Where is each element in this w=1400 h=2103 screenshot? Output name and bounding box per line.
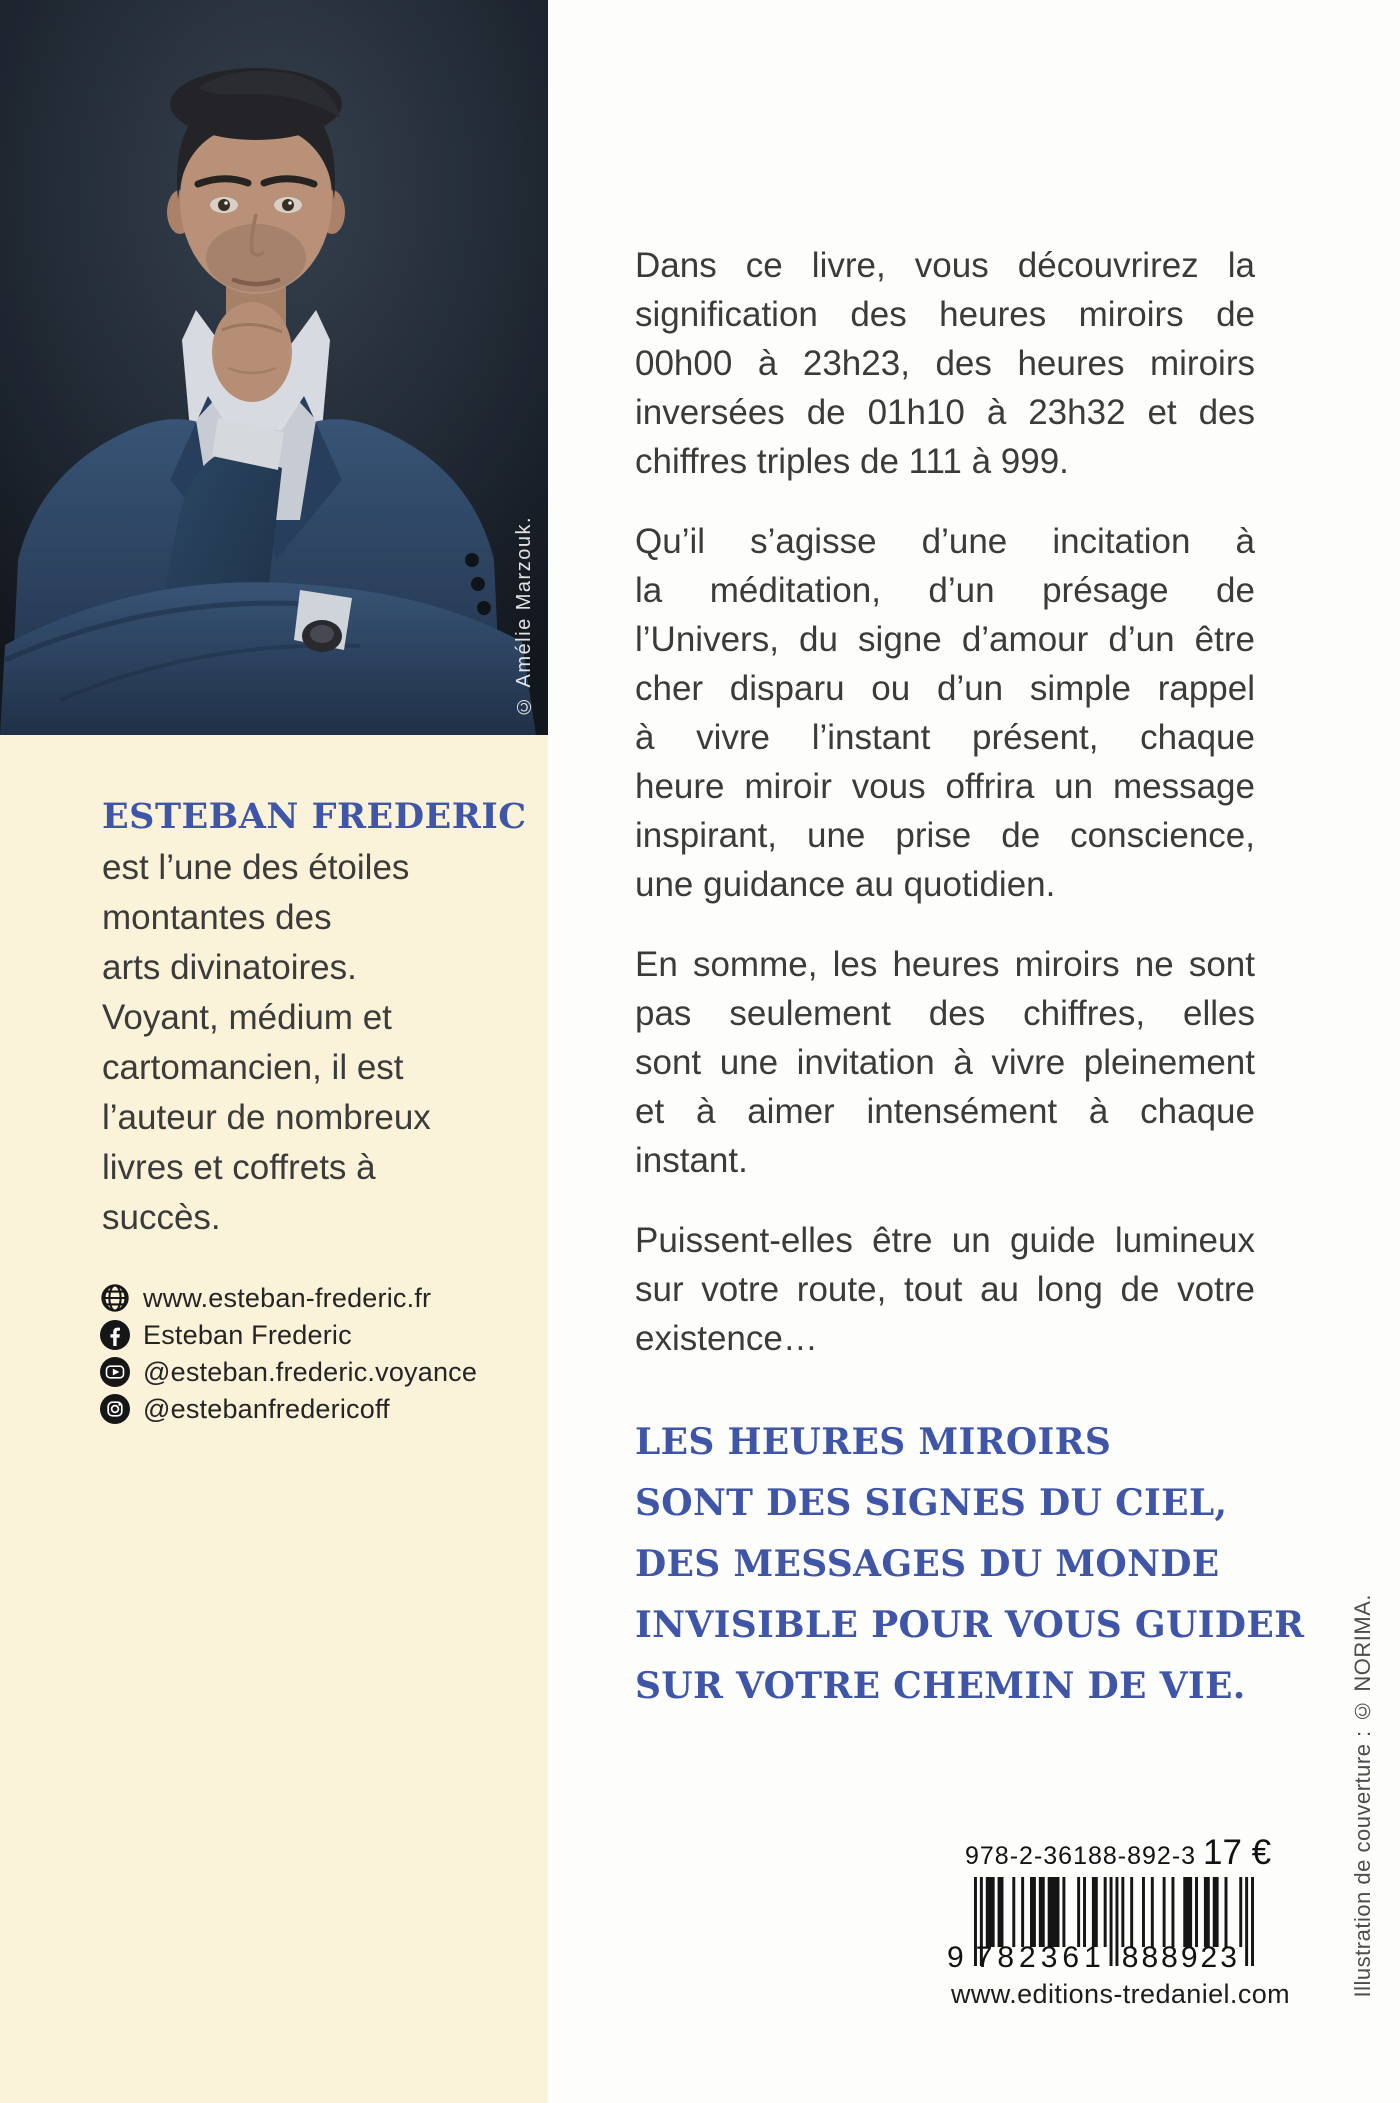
barcode-digit-group: 9 <box>947 1941 964 1974</box>
social-label: @estebanfredericoff <box>143 1393 390 1424</box>
barcode-digits <box>947 1941 1240 1975</box>
blurb-line: En somme, les heures miroirs ne sont <box>635 945 1255 984</box>
blurb-line: inspirant, une prise de conscience, <box>635 816 1255 855</box>
barcode-digit-group: 782361 <box>975 1941 1106 1974</box>
tagline-line: SUR VOTRE CHEMIN DE VIE. <box>635 1665 1246 1707</box>
facebook-icon <box>100 1320 130 1350</box>
paragraph <box>635 517 1255 909</box>
blurb-line: sur votre route, tout au long de votre <box>635 1270 1255 1309</box>
blurb-line: 00h00 à 23h23, des heures miroirs <box>635 344 1255 383</box>
bio-line: Voyant, médium et <box>102 998 392 1037</box>
author-photo <box>0 0 548 735</box>
tagline-line: SONT DES SIGNES DU CIEL, <box>635 1482 1228 1524</box>
globe-icon <box>100 1283 130 1313</box>
social-label: www.esteban-frederic.fr <box>143 1282 432 1313</box>
blurb-line: sont une invitation à vivre pleinement <box>635 1043 1255 1082</box>
blurb-line: existence… <box>635 1319 818 1358</box>
social-row-instagram <box>100 1394 477 1424</box>
author-bio <box>102 843 532 1243</box>
blurb-line: et à aimer intensément à chaque <box>635 1092 1255 1131</box>
social-row-website <box>100 1283 477 1313</box>
bio-line: livres et coffrets à <box>102 1148 376 1187</box>
bio-line: arts divinatoires. <box>102 948 357 987</box>
author-name: ESTEBAN FREDERIC <box>102 796 527 837</box>
barcode-digit-group: 888923 <box>1121 1941 1240 1974</box>
blurb-line: heure miroir vous offrira un message <box>635 767 1255 806</box>
tagline <box>635 1412 1304 1717</box>
price: 17 € <box>1203 1833 1272 1872</box>
blurb-line: pas seulement des chiffres, elles <box>635 994 1255 1033</box>
youtube-icon <box>100 1357 130 1387</box>
blurb-line: Dans ce livre, vous découvrirez la <box>635 246 1255 285</box>
instagram-icon <box>100 1394 130 1424</box>
blurb-line: la méditation, d’un présage de <box>635 571 1255 610</box>
tagline-line: LES HEURES MIROIRS <box>635 1421 1112 1463</box>
blurb-line: une guidance au quotidien. <box>635 865 1056 904</box>
blurb-line: inversées de 01h10 à 23h32 et des <box>635 393 1255 432</box>
blurb-line: chiffres triples de 111 à 999. <box>635 442 1069 481</box>
paragraph <box>635 940 1255 1185</box>
blurb-line: signification des heures miroirs de <box>635 295 1255 334</box>
blurb-line: instant. <box>635 1141 748 1180</box>
tagline-line: DES MESSAGES DU MONDE <box>635 1543 1220 1585</box>
bio-line: succès. <box>102 1198 221 1237</box>
author-photo-graphic <box>0 0 548 735</box>
tagline-line: INVISIBLE POUR VOUS GUIDER <box>635 1604 1305 1646</box>
social-links <box>100 1283 477 1424</box>
illustration-credit: Illustration de couverture : © NORIMA. <box>1350 1593 1375 1997</box>
social-row-youtube <box>100 1357 477 1387</box>
bio-line: l’auteur de nombreux <box>102 1098 431 1137</box>
isbn-number: 978-2-36188-892-3 <box>965 1842 1197 1870</box>
paragraph <box>635 241 1255 486</box>
bio-line: est l’une des étoiles <box>102 848 410 887</box>
social-label: Esteban Frederic <box>143 1319 352 1350</box>
social-label: @esteban.frederic.voyance <box>143 1356 478 1387</box>
social-row-facebook <box>100 1320 477 1350</box>
photo-credit: © Amélie Marzouk. <box>513 516 535 717</box>
blurb-line: à vivre l’instant présent, chaque <box>635 718 1255 757</box>
back-cover-blurb <box>635 241 1255 1394</box>
blurb-line: l’Univers, du signe d’amour d’un être <box>635 620 1255 659</box>
blurb-line: cher disparu ou d’un simple rappel <box>635 669 1255 708</box>
paragraph <box>635 1216 1255 1363</box>
publisher-website: www.editions-tredaniel.com <box>951 1979 1291 2009</box>
blurb-line: Qu’il s’agisse d’une incitation à <box>635 522 1255 561</box>
bio-line: cartomancien, il est <box>102 1048 404 1087</box>
bio-line: montantes des <box>102 898 332 937</box>
blurb-line: Puissent-elles être un guide lumineux <box>635 1221 1255 1260</box>
